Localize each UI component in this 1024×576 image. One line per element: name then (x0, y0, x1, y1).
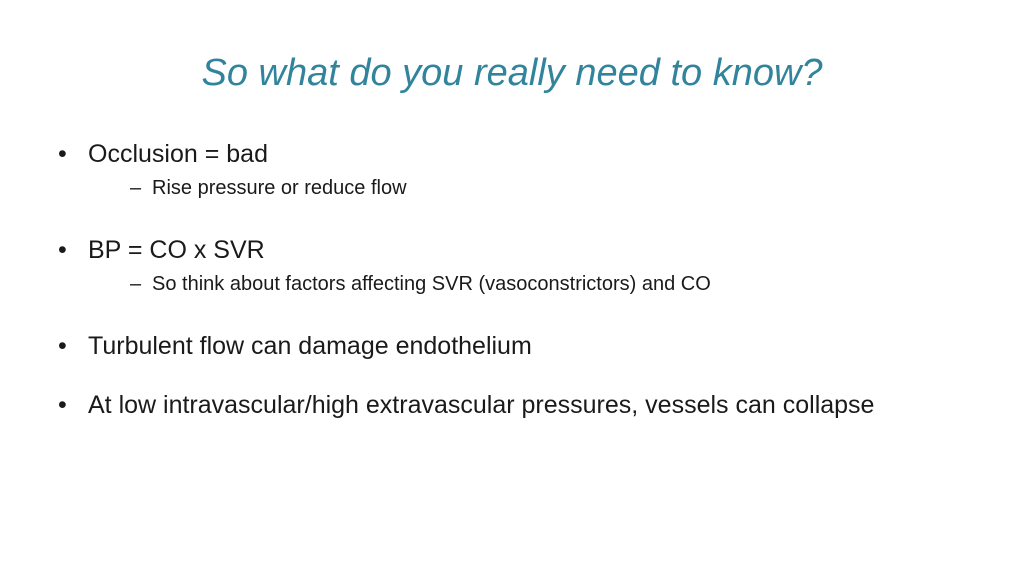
bullet-dot: • (58, 332, 67, 360)
bullet-dot: • (58, 391, 67, 419)
sub-bullet-dash: – (130, 273, 142, 295)
slide-title: So what do you really need to know? (201, 52, 823, 94)
bullet-text: BP = CO x SVR (88, 236, 265, 264)
sub-bullet-item (88, 173, 958, 203)
bullet-item (58, 329, 958, 363)
bullet-text: Occlusion = bad (88, 140, 268, 168)
bullet-list (58, 137, 958, 422)
bullet-text: Turbulent flow can damage endothelium (88, 332, 532, 360)
bullet-item (58, 388, 958, 422)
bullet-item (58, 233, 958, 299)
sub-bullet-text: Rise pressure or reduce flow (152, 177, 407, 199)
sub-bullet-item (88, 269, 958, 299)
bullet-item (58, 137, 958, 203)
sub-bullet-list (88, 269, 958, 299)
bullet-dot: • (58, 236, 67, 264)
sub-bullet-text: So think about factors affecting SVR (vasoconstrictors) and CO (152, 273, 711, 295)
sub-bullet-list (88, 173, 958, 203)
bullet-dot: • (58, 140, 67, 168)
sub-bullet-dash: – (130, 177, 142, 199)
bullet-text: At low intravascular/high extravascular pressures, vessels can collapse (88, 391, 875, 419)
